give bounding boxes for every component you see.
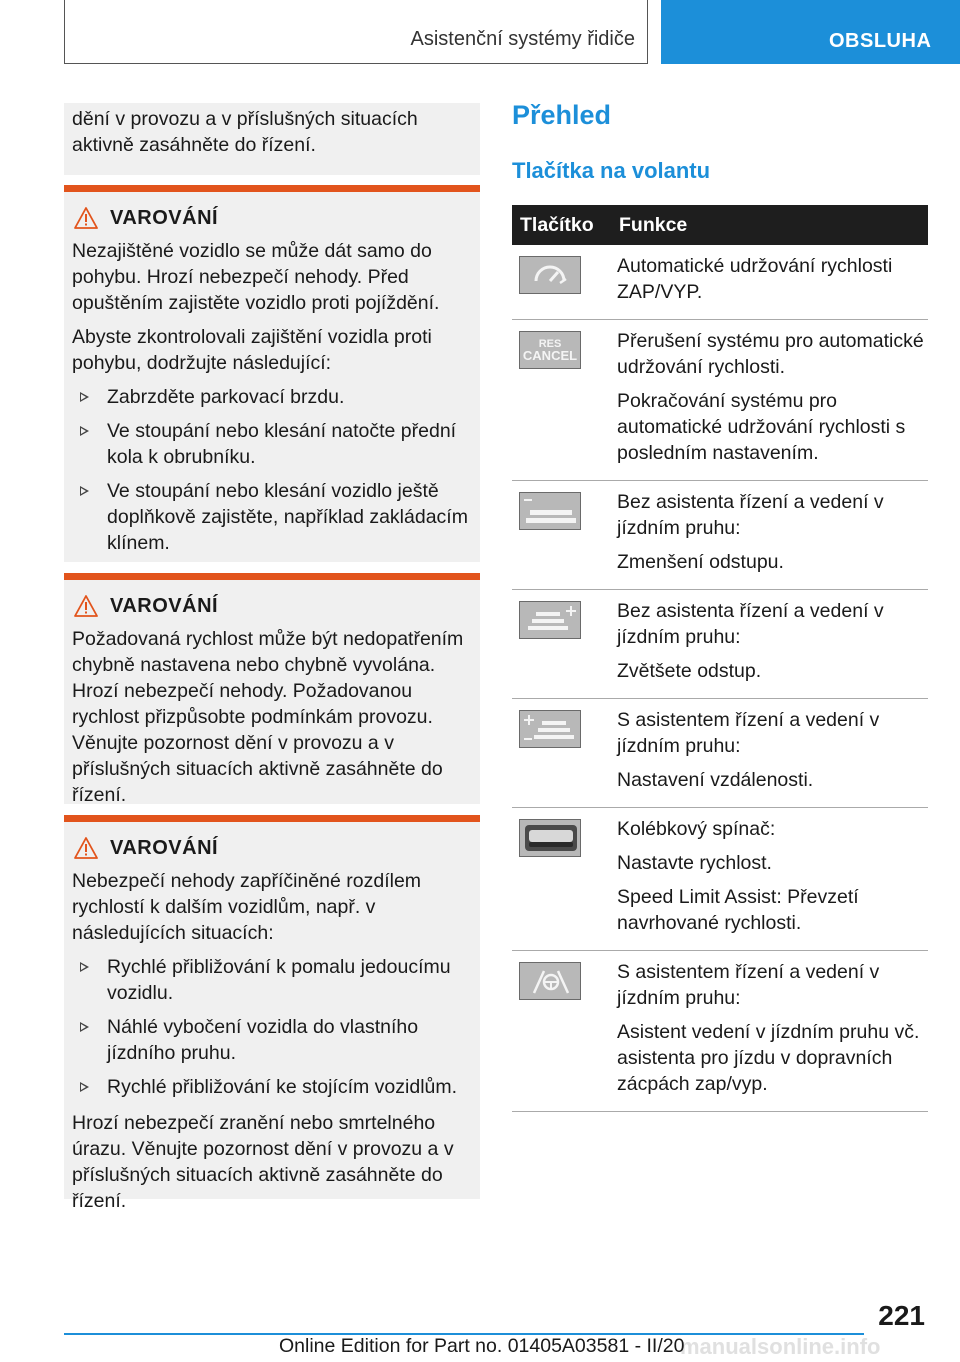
header-frame — [64, 0, 648, 64]
warning-paragraph: Abyste zkontrolovali zajištění vozidla proti pohybu, dodržujte následující: — [72, 326, 432, 374]
function-cell — [617, 808, 928, 951]
edition-text: Online Edition for Part no. 01405A03581 - II/20 — [279, 1335, 685, 1357]
warning-title: VAROVÁNÍ — [110, 206, 219, 229]
warning-triangle-icon — [74, 595, 98, 617]
watermark: manualsonline.info — [680, 1334, 881, 1359]
chapter-title: Asistenční systémy řidiče — [410, 28, 635, 50]
warning-heading — [72, 594, 472, 618]
cancel-label: CANCEL — [522, 348, 578, 363]
function-text: Zvětšete odstup. — [617, 660, 762, 682]
list-item-text: Ve stoupání nebo klesání vozidlo ještě doplňkově zajistěte, například zakládacím klínem. — [107, 480, 468, 554]
list-item — [72, 478, 472, 556]
warning-box-2 — [64, 573, 480, 804]
warning-paragraph: Požadovaná rychlost může být nedopatřením chybně nastavena nebo chybně vyvolána. Hrozí nebezpečí nehody. Požadovanou rychlost přizpůsobte podmínkám provozu. Věnujte pozornost dění v provozu a v příslušných situacích aktivně zasáhněte do řízení. — [72, 628, 464, 806]
function-text: S asistentem řízení a vedení v jízdním pruhu: — [617, 961, 880, 1009]
warning-heading — [72, 206, 472, 230]
warning-heading — [72, 836, 472, 860]
function-text: Zmenšení odstupu. — [617, 551, 784, 573]
list-item — [72, 1014, 472, 1066]
list-item-text: Rychlé přibližování k pomalu jedoucímu vozidlu. — [107, 956, 451, 1004]
button-cell — [512, 481, 617, 590]
bullet-triangle-icon — [80, 962, 89, 972]
table-header-row — [512, 205, 928, 245]
warning-bar — [64, 815, 480, 822]
function-text: Nastavení vzdálenosti. — [617, 769, 814, 791]
rocker-switch-icon — [519, 819, 581, 857]
table-row — [512, 320, 928, 481]
steering-wheel-buttons-table — [512, 205, 928, 1112]
function-cell — [617, 245, 928, 320]
table-row — [512, 808, 928, 951]
list-item — [72, 1074, 472, 1100]
function-text: Bez asistenta řízení a vedení v jízdním pruhu: — [617, 600, 884, 648]
button-cell — [512, 320, 617, 481]
function-text: Přerušení systému pro automatické udržování rychlosti. — [617, 330, 924, 378]
list-item-text: Zabrzděte parkovací brzdu. — [107, 386, 345, 408]
function-cell — [617, 481, 928, 590]
function-text: Bez asistenta řízení a vedení v jízdním pruhu: — [617, 491, 884, 539]
warning-bar — [64, 185, 480, 192]
function-cell — [617, 951, 928, 1112]
function-cell — [617, 320, 928, 481]
warning-title: VAROVÁNÍ — [110, 594, 219, 617]
steering-assist-icon — [519, 962, 581, 1000]
warning-closing: Hrozí nebezpečí zranění nebo smrtelného úrazu. Věnujte pozornost dění v provozu a v příslušných situacích aktivně zasáhněte do řízení. — [72, 1112, 454, 1212]
column-header-function: Funkce — [617, 205, 928, 245]
list-item — [72, 384, 472, 410]
table-row — [512, 590, 928, 699]
res-label: RES — [538, 338, 562, 350]
function-cell — [617, 590, 928, 699]
cruise-control-icon — [519, 256, 581, 294]
function-text: Kolébkový spínač: — [617, 818, 776, 840]
function-text: Asistent vedení v jízdním pruhu vč. asistenta pro jízdu v dopravních zácpách zap/vyp. — [617, 1021, 920, 1095]
warning-triangle-icon — [74, 837, 98, 859]
column-header-button: Tlačítko — [512, 205, 617, 245]
warning-paragraph: Nezajištěné vozidlo se může dát samo do pohybu. Hrozí nebezpečí nehody. Před opuštěním zajistěte vozidlo proti pojíždění. — [72, 240, 440, 314]
warning-title: VAROVÁNÍ — [110, 836, 219, 859]
button-cell — [512, 951, 617, 1112]
table-row — [512, 245, 928, 320]
warning-bar — [64, 573, 480, 580]
distance-minus-icon — [519, 492, 581, 530]
continued-note — [64, 103, 480, 175]
list-item-text: Ve stoupání nebo klesání natočte přední kola k obrubníku. — [107, 420, 457, 468]
bullet-triangle-icon — [80, 1022, 89, 1032]
button-cell — [512, 590, 617, 699]
warning-bullet-list — [72, 384, 472, 556]
warning-box-3 — [64, 815, 480, 1212]
distance-plus-icon — [519, 601, 581, 639]
bullet-triangle-icon — [80, 426, 89, 436]
bullet-triangle-icon — [80, 392, 89, 402]
function-text: Pokračování systému pro automatické udržování rychlosti s posledním nastavením. — [617, 390, 906, 464]
bullet-triangle-icon — [80, 1082, 89, 1092]
warning-bullet-list — [72, 954, 472, 1100]
button-cell — [512, 699, 617, 808]
function-text: S asistentem řízení a vedení v jízdním pruhu: — [617, 709, 880, 757]
button-cell — [512, 245, 617, 320]
button-cell — [512, 808, 617, 951]
table-row — [512, 481, 928, 590]
list-item — [72, 954, 472, 1006]
distance-plus-minus-icon — [519, 710, 581, 748]
page-number: 221 — [878, 1300, 925, 1331]
warning-box-1 — [64, 185, 480, 562]
warning-paragraph: Nebezpečí nehody zapříčiněné rozdílem rychlostí k dalším vozidlům, např. v následujících situacích: — [72, 870, 422, 944]
section-tab: OBSLUHA — [661, 0, 960, 64]
list-item-text: Rychlé přibližování ke stojícím vozidlům. — [107, 1076, 458, 1098]
list-item-text: Náhlé vybočení vozidla do vlastního jízdního pruhu. — [107, 1016, 419, 1064]
table-row — [512, 699, 928, 808]
table-row — [512, 951, 928, 1112]
subsection-title: Tlačítka na volantu — [512, 158, 711, 183]
continued-text: dění v provozu a v příslušných situacích aktivně zasáhněte do řízení. — [72, 108, 418, 156]
function-text: Nastavte rychlost. — [617, 852, 772, 874]
function-text: Automatické udržování rychlosti ZAP/VYP. — [617, 255, 893, 303]
list-item — [72, 418, 472, 470]
bullet-triangle-icon — [80, 486, 89, 496]
warning-triangle-icon — [74, 207, 98, 229]
section-title: Přehled — [512, 100, 612, 130]
res-cancel-icon — [519, 331, 581, 369]
function-text: Speed Limit Assist: Převzetí navrhované rychlosti. — [617, 886, 859, 934]
function-cell — [617, 699, 928, 808]
